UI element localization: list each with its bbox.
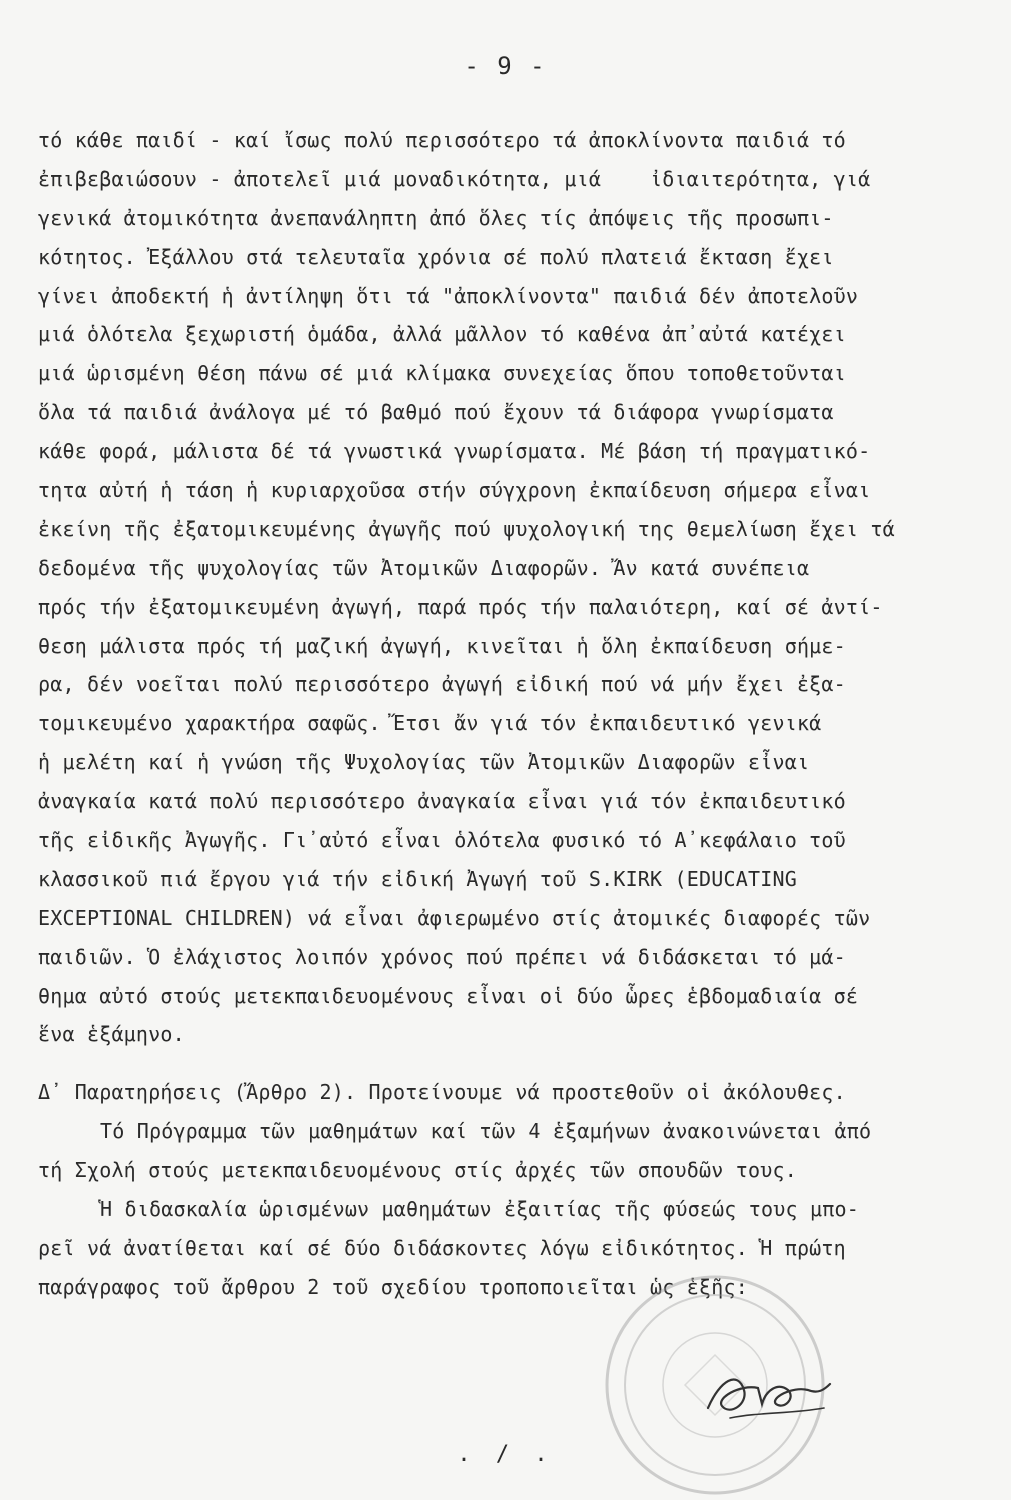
text-line: παιδιῶν. Ὁ ἐλάχιστος λοιπόν χρόνος πού πρέπει νά διδάσκεται τό μά- xyxy=(38,944,846,969)
text-line: ἐκείνη τῆς ἐξατομικευμένης ἀγωγῆς πού ψυχολογική της θεμελίωση ἔχει τά xyxy=(38,516,895,541)
text-line: ρεῖ νά ἀνατίθεται καί σέ δύο διδάσκοντες λόγω εἰδικότητος. Ἡ πρώτη xyxy=(38,1235,846,1260)
text-line: γίνει ἀποδεκτή ἡ ἀντίληψη ὅτι τά "ἀποκλίνοντα" παιδιά δέν ἀποτελοῦν xyxy=(38,283,859,308)
text-line: θεση μάλιστα πρός τή μαζική ἀγωγή, κινεῖται ἡ ὅλη ἐκπαίδευση σήμε- xyxy=(38,633,846,658)
text-line: τητα αὐτή ἡ τάση ἡ κυριαρχοῦσα στήν σύγχρονη ἐκπαίδευση σήμερα εἶναι xyxy=(38,478,871,503)
body-text xyxy=(38,121,998,1307)
text-line: κότητος. Ἐξάλλου στά τελευταῖα χρόνια σέ πολύ πλατειά ἔκταση ἔχει xyxy=(38,244,834,269)
text-line: μιά ὡρισμένη θέση πάνω σέ μιά κλίμακα συνεχείας ὅπου τοποθετοῦνται xyxy=(38,361,846,386)
paragraph-gap xyxy=(38,1054,998,1073)
text-line: EXCEPTIONAL CHILDREN) νά εἶναι ἀφιερωμένο στίς ἀτομικές διαφορές τῶν xyxy=(38,905,871,930)
text-line: Ἡ διδασκαλία ὡρισμένων μαθημάτων ἐξαιτίας τῆς φύσεώς τους μπο- xyxy=(100,1197,859,1222)
signature-icon xyxy=(700,1360,840,1430)
text-line: ἡ μελέτη καί ἡ γνώση τῆς Ψυχολογίας τῶν Ἀτομικῶν Διαφορῶν εἶναι xyxy=(38,750,810,775)
text-line: γενικά ἀτομικότητα ἀνεπανάληπτη ἀπό ὅλες τίς ἀπόψεις τῆς προσωπι- xyxy=(38,205,834,230)
text-line: τή Σχολή στούς μετεκπαιδευομένους στίς ἀρχές τῶν σπουδῶν τους. xyxy=(38,1158,797,1183)
text-line: θημα αὐτό στούς μετεκπαιδευομένους εἶναι οἱ δύο ὧρες ἑβδομαδιαία σέ xyxy=(38,983,859,1008)
text-line: Τό Πρόγραμμα τῶν μαθημάτων καί τῶν 4 ἑξαμήνων ἀνακοινώνεται ἀπό xyxy=(100,1119,872,1144)
text-line: κάθε φορά, μάλιστα δέ τά γνωστικά γνωρίσματα. Μέ βάση τή πραγματικό- xyxy=(38,439,871,464)
text-line: κλασσικοῦ πιά ἔργου γιά τήν εἰδική Ἀγωγή τοῦ S.KIRK (EDUCATING xyxy=(38,866,797,891)
text-line: τό κάθε παιδί - καί ἴσως πολύ περισσότερο τά ἀποκλίνοντα παιδιά τό xyxy=(38,128,846,152)
text-line: δεδομένα τῆς ψυχολογίας τῶν Ἀτομικῶν Διαφορῶν. Ἄν κατά συνέπεια xyxy=(38,555,810,580)
text-line: ρα, δέν νοεῖται πολύ περισσότερο ἀγωγή εἰδική πού νά μήν ἔχει ἐξα- xyxy=(38,672,846,697)
text-line: παράγραφος τοῦ ἄρθρου 2 τοῦ σχεδίου τροποποιεῖται ὡς ἑξῆς: xyxy=(38,1274,748,1299)
text-line: ἀναγκαία κατά πολύ περισσότερο ἀναγκαία εἶναι γιά τόν ἐκπαιδευτικό xyxy=(38,789,846,814)
section-d-heading: Δ᾿ Παρατηρήσεις (Ἄρθρο 2). Προτείνουμε νά προστεθοῦν οἱ ἀκόλουθες. xyxy=(38,1080,846,1105)
page-number: - 9 - xyxy=(464,52,547,80)
text-line: ἕνα ἑξάμηνο. xyxy=(38,1022,185,1047)
text-line: πρός τήν ἐξατομικευμένη ἀγωγή, παρά πρός τήν παλαιότερη, καί σέ ἀντί- xyxy=(38,594,883,619)
text-line: ἐπιβεβαιώσουν - ἀποτελεῖ μιά μοναδικότητα, μιά ἰδιαιτερότητα, γιά xyxy=(38,166,871,191)
text-line: μιά ὁλότελα ξεχωριστή ὁμάδα, ἀλλά μᾶλλον τό καθένα ἀπ᾿αὐτά κατέχει xyxy=(38,322,846,347)
text-line: τομικευμένο χαρακτήρα σαφῶς. Ἔτσι ἄν γιά τόν ἐκπαιδευτικό γενικά xyxy=(38,711,822,736)
text-line: τῆς εἰδικῆς Ἀγωγῆς. Γι᾿αὐτό εἶναι ὁλότελα φυσικό τό Α᾿κεφάλαιο τοῦ xyxy=(38,828,846,853)
continuation-mark: . / . xyxy=(457,1442,554,1467)
text-line: ὅλα τά παιδιά ἀνάλογα μέ τό βαθμό πού ἔχουν τά διάφορα γνωρίσματα xyxy=(38,400,834,425)
